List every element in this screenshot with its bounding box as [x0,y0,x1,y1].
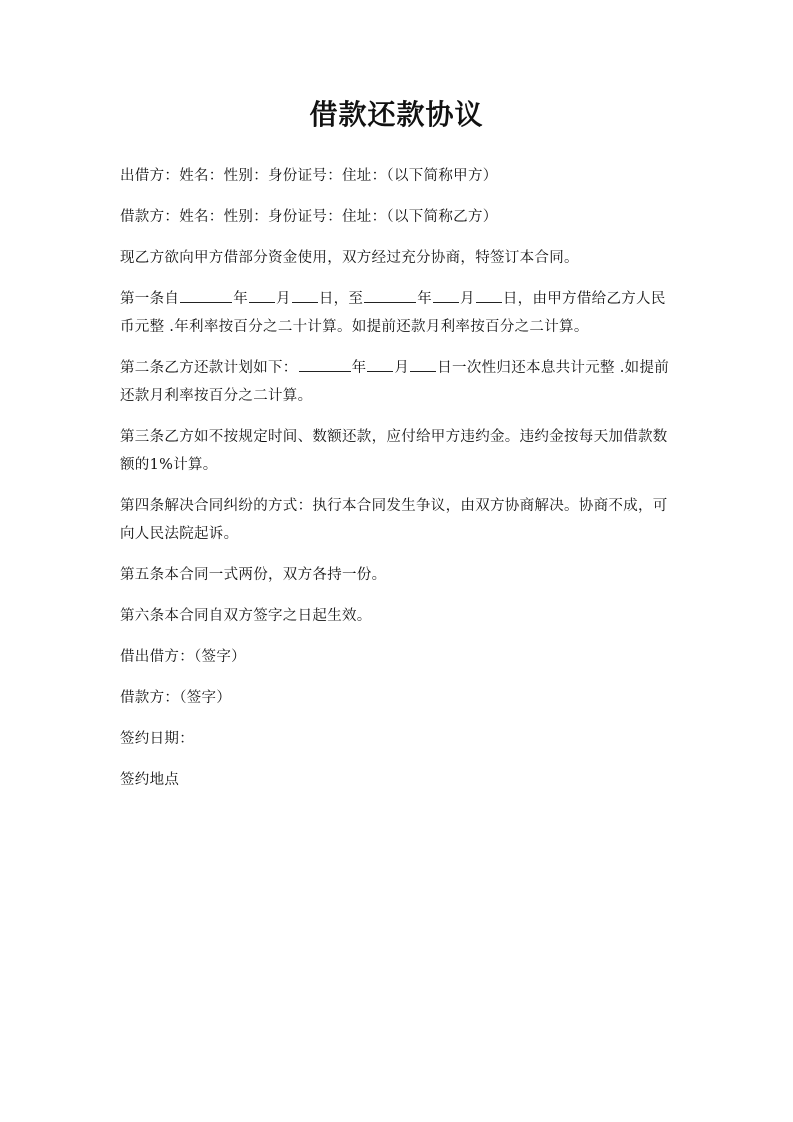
article-3: 第三条乙方如不按规定时间、数额还款，应付给甲方违约金。违约金按每天加借款数额的1%计算。 [120,429,668,473]
article-2-prefix: 第二条乙方还款计划如下： [120,360,298,376]
article-1-day-label: 日，至 [318,291,364,307]
article-1-rest: 日，由甲方借给乙方人民币元整 .年利率按百分之二十计算。如提前还款月利率按百分之二计算。 [120,291,666,335]
blank-repay-day [410,355,436,372]
blank-month-end [433,286,459,303]
article-1-month-label: 月 [276,291,291,307]
intro-paragraph: 现乙方欲向甲方借部分资金使用，双方经过充分协商，特签订本合同。 [120,250,579,266]
page-title: 借款还款协议 [309,98,484,131]
article-2-month-label: 月 [394,360,410,376]
article-1-prefix: 第一条自 [120,291,180,307]
article-2-rest: 日一次性归还本息共计元整 .如提前还款月利率按百分之二计算。 [120,360,670,404]
article-1-year-label: 年 [233,291,249,307]
blank-day-end [476,286,502,303]
lender-info-line: 出借方：姓名：性别：身份证号：住址：（以下简称甲方） [120,168,498,184]
article-2-year-label: 年 [351,360,367,376]
article-1 [120,285,676,341]
blank-repay-year [299,355,351,372]
blank-year-start [180,286,232,303]
article-5: 第五条本合同一式两份，双方各持一份。 [120,567,387,583]
article-6: 第六条本合同自双方签字之日起生效。 [120,608,372,624]
signing-place-line: 签约地点 [120,772,180,788]
article-1-year-label-2: 年 [417,291,433,307]
document-body [120,162,676,807]
article-4: 第四条解决合同纠纷的方式：执行本合同发生争议，由双方协商解决。协商不成，可向人民法院起诉。 [120,498,668,542]
lender-signature-line: 借出借方：（签字） [120,649,246,665]
signing-date-line: 签约日期： [120,731,194,747]
borrower-info-line: 借款方：姓名：性别：身份证号：住址：（以下简称乙方） [120,209,498,225]
blank-day-start [292,286,318,303]
blank-month-start [249,286,275,303]
borrower-signature-line: 借款方：（签字） [120,690,232,706]
article-2 [120,354,676,410]
blank-year-end [364,286,416,303]
blank-repay-month [367,355,393,372]
article-1-month-label-2: 月 [460,291,475,307]
